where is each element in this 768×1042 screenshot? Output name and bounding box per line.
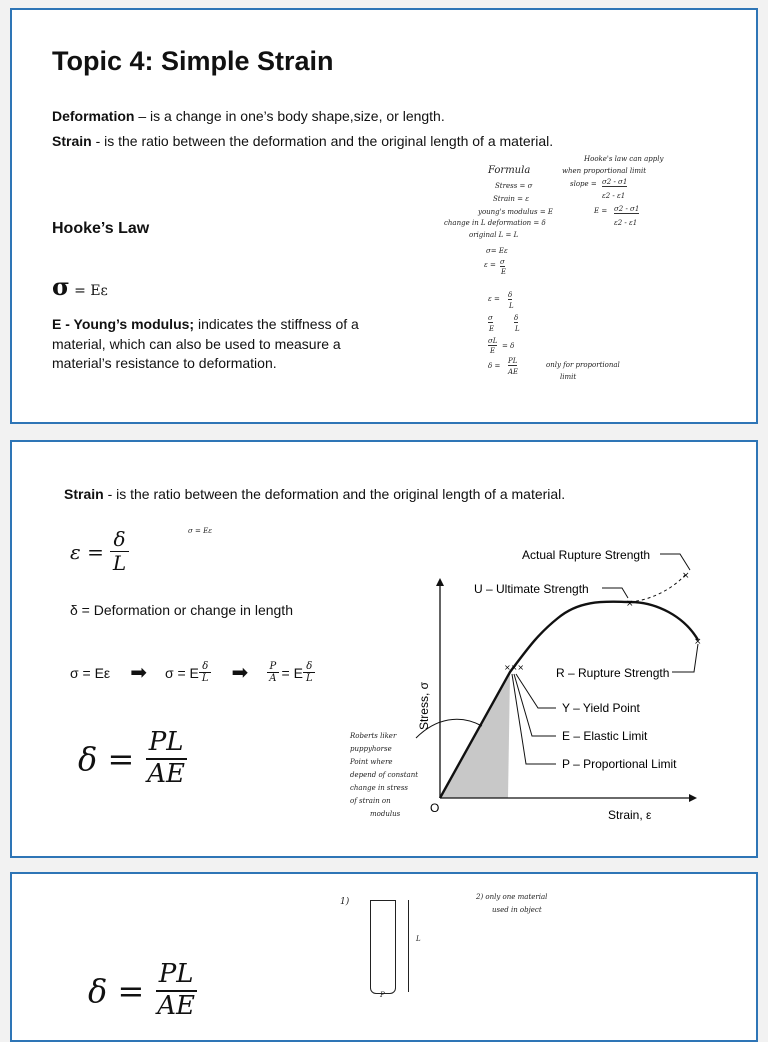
hand-note-line: puppyhorse [350, 745, 392, 753]
deformation-lhs-3: δ = [88, 971, 145, 1010]
rupture-end-marker: × [694, 637, 702, 647]
eq-hooke: σ = Eε [70, 664, 111, 681]
note-2b: used in object [492, 906, 542, 914]
strain-text: - is the ratio between the deformation and the original length of a material. [91, 133, 554, 149]
origin-label: O [430, 801, 440, 815]
ultimate-x-marker: × [626, 599, 634, 609]
deformation-fraction [144, 728, 188, 790]
hand-note-line: depend of constant [350, 771, 419, 779]
strain-term-2: Strain [64, 486, 104, 502]
chart-hand-note [350, 730, 418, 821]
note-deriv-2a: ε = [484, 261, 496, 269]
hand-note-line: Roberts liker [350, 732, 397, 740]
note-deriv-4d: L [515, 325, 520, 333]
eq-3-frac-pa [266, 661, 279, 685]
young-definition [52, 315, 384, 374]
strain-frac-num: δ [110, 528, 128, 552]
label-proportional: P – Proportional Limit [562, 757, 677, 771]
arrow-right-icon: ➡ [130, 662, 147, 684]
note-hooke-2: when proportional limit [562, 167, 647, 175]
y-axis-arrow [436, 578, 444, 586]
length-line [408, 900, 409, 992]
strain-text-2: - is the ratio between the deformation and the original length of a material. [103, 486, 566, 502]
eq-3-mid: = E [281, 664, 303, 681]
young-text: indicates the stiffness of a material, which can also be used to measure a material’s resistance to deformation. [52, 316, 359, 371]
deformation-den: AE [147, 758, 186, 789]
hooke-rhs: = Eε [69, 283, 108, 299]
eq-3-A: A [269, 673, 277, 684]
strain-term: Strain [52, 133, 92, 149]
slide-2 [10, 440, 758, 858]
leader-ultimate [602, 588, 628, 598]
note-original: original L = L [469, 231, 519, 239]
strain-definition [52, 129, 692, 154]
delta-definition: δ = Deformation or change in length [70, 602, 293, 618]
eq-3-num: δ [303, 661, 315, 674]
hand-note-line: Point where [350, 758, 393, 766]
label-ultimate: U – Ultimate Strength [474, 582, 589, 596]
leader-proportional [512, 674, 556, 764]
elastic-markers: ××× [504, 663, 525, 672]
note-deriv-4b: E [489, 325, 495, 333]
deformation-fraction-3 [154, 960, 198, 1022]
hand-note-line: modulus [370, 810, 401, 818]
eq-2-lhs: σ = E [164, 664, 199, 681]
leader-actual-rupture [660, 554, 690, 570]
strain-definition-2 [64, 486, 565, 502]
note-deriv-2b: σ [500, 258, 505, 266]
note-deriv-5a: σL [488, 337, 498, 345]
deformation-formula-3 [88, 960, 198, 1022]
deformation-num-3: PL [156, 960, 197, 992]
eq-2-frac [199, 661, 212, 685]
bar-sketch [370, 900, 396, 994]
force-label: P [380, 991, 385, 999]
strain-formula [70, 528, 129, 575]
note-deriv-6c: AE [508, 368, 519, 376]
rupture-x-marker: × [682, 571, 690, 581]
hand-note-line: of strain on [350, 797, 391, 805]
sigma-symbol: σ [52, 272, 70, 301]
hookes-law-heading: Hooke’s Law [52, 220, 150, 237]
note-strain: Strain = ε [493, 195, 529, 203]
note-only-1: only for proportional [546, 361, 620, 369]
strain-fraction [110, 528, 129, 575]
eq-3-den: L [305, 673, 313, 684]
note-1-num: 1) [340, 897, 350, 907]
note-deriv-2c: E [501, 268, 507, 276]
y-axis-label: Stress, σ [417, 681, 431, 731]
slide-3 [10, 872, 758, 1042]
label-actual-rupture: Actual Rupture Strength [522, 548, 651, 562]
note-deriv-4a: σ [488, 314, 493, 322]
note-slope-den: ε2 - ε1 [602, 192, 626, 200]
note-change: change in L deformation = δ [444, 219, 546, 227]
note-deriv-1: σ= Eε [486, 247, 508, 255]
note-slope-num: σ2 - σ1 [602, 178, 628, 186]
deformation-term: Deformation [52, 108, 135, 124]
deformation-den-3: AE [157, 990, 196, 1021]
x-axis-label: Strain, ε [608, 808, 652, 822]
note-deriv-5c: = δ [502, 342, 515, 350]
note-e-label: E = [594, 207, 608, 215]
note-deriv-3b: δ [508, 291, 513, 299]
arrow-right-icon: ➡ [231, 662, 249, 684]
note-deriv-6b: PL [508, 357, 518, 365]
strain-formula-lhs: ε = [70, 539, 104, 564]
label-yield: Y – Yield Point [562, 701, 640, 715]
note-stress: Stress = σ [495, 182, 533, 190]
note-deriv-3a: ε = [488, 295, 500, 303]
label-elastic: E – Elastic Limit [562, 729, 648, 743]
deformation-lhs: δ = [78, 739, 135, 778]
note-slope-label: slope = [570, 180, 597, 188]
note-deriv-6a: δ = [488, 362, 501, 370]
actual-rupture-curve [630, 574, 686, 602]
leader-rupture [672, 644, 698, 672]
note-deriv-3c: L [509, 302, 514, 310]
deformation-formula [78, 728, 188, 790]
x-axis-arrow [689, 794, 697, 802]
eq-3-frac-dl [303, 661, 316, 685]
note-e-num: σ2 - σ1 [614, 205, 640, 213]
note-young: young's modulus = E [478, 208, 554, 216]
note-formula-title: Formula [488, 165, 531, 176]
label-rupture: R – Rupture Strength [556, 666, 670, 680]
note-only-2: limit [560, 373, 577, 381]
eq-2-den: L [201, 673, 209, 684]
deformation-definition [52, 104, 672, 129]
equation-chain [70, 660, 316, 685]
deformation-num: PL [146, 728, 187, 760]
hand-note-line: change in stress [350, 784, 409, 792]
note-e-den: ε2 - ε1 [614, 219, 638, 227]
hooke-equation [52, 272, 108, 301]
note-hooke-1: Hooke's law can apply [584, 155, 664, 163]
deformation-text: – is a change in one’s body shape,size, or length. [134, 108, 445, 124]
length-label: L [416, 935, 421, 943]
slide-1 [10, 8, 758, 424]
small-hand-note: σ = Eε [188, 527, 212, 535]
eq-3-P: P [267, 661, 280, 674]
strain-frac-den: L [112, 551, 127, 575]
note-deriv-5b: E [490, 347, 496, 355]
young-term: E - Young’s modulus; [52, 316, 195, 332]
note-deriv-4c: δ [514, 314, 519, 322]
note-2: 2) only one material [476, 893, 548, 901]
eq-2-num: δ [199, 661, 211, 674]
slide-title: Topic 4: Simple Strain [52, 46, 334, 76]
